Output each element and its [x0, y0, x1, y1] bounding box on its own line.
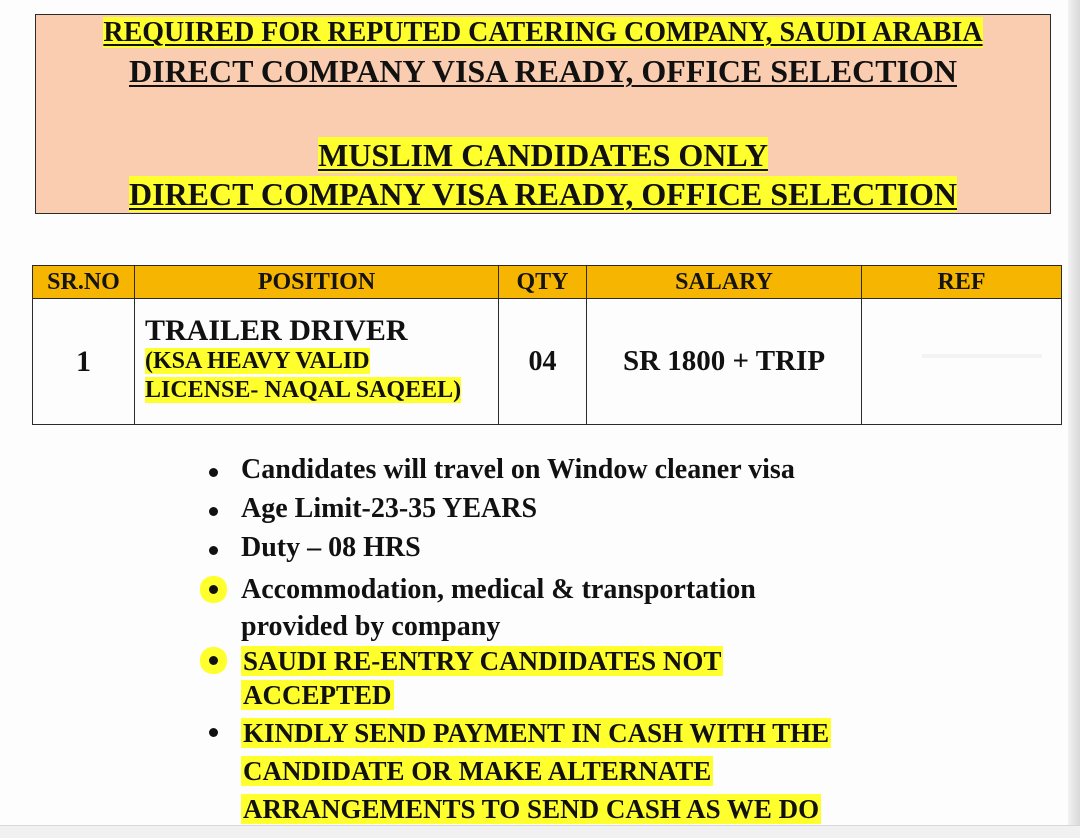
- bullet-dot-icon: [209, 728, 218, 737]
- cell-sr-no: 1: [33, 299, 135, 425]
- header-line-4-text: DIRECT COMPANY VISA READY, OFFICE SELECTION: [129, 176, 957, 212]
- cell-position: [135, 299, 499, 425]
- list-item-text: Candidates will travel on Window cleaner visa: [241, 454, 795, 485]
- list-item-text-line-1: Accommodation, medical & transportation: [241, 574, 756, 605]
- list-item: [205, 571, 756, 645]
- table-header-row: [33, 266, 1062, 299]
- list-item-text-line-1: SAUDI RE-ENTRY CANDIDATES NOT: [243, 646, 722, 676]
- header-line-3: [36, 139, 1050, 171]
- cell-qty: 04: [499, 299, 587, 425]
- col-header-sr-no: SR.NO: [33, 266, 135, 299]
- list-item: [205, 644, 723, 712]
- redacted-mark: [922, 354, 1042, 358]
- list-item-text-line-3: ARRANGEMENTS TO SEND CASH AS WE DO: [243, 794, 820, 824]
- position-note-line-2: LICENSE- NAQAL SAQEEL): [145, 377, 462, 403]
- header-line-1-text: REQUIRED FOR REPUTED CATERING COMPANY, SAUDI ARABIA: [103, 17, 983, 48]
- header-line-1: [36, 19, 1050, 47]
- list-item-text-line-2: ACCEPTED: [243, 680, 392, 710]
- list-item: [205, 454, 795, 486]
- col-header-qty: QTY: [499, 266, 587, 299]
- page-edge-bottom: [0, 825, 1080, 838]
- bullet-dot-icon: [209, 546, 218, 555]
- bullet-dot-icon: [209, 656, 218, 665]
- list-item-text-line-2: CANDIDATE OR MAKE ALTERNATE: [243, 756, 712, 786]
- list-item: [205, 532, 421, 564]
- header-line-2-text: DIRECT COMPANY VISA READY, OFFICE SELECTION: [129, 53, 957, 89]
- position-note-line-1: (KSA HEAVY VALID: [145, 348, 370, 375]
- cell-salary: SR 1800 + TRIP: [587, 299, 862, 425]
- bullet-dot-icon: [209, 585, 218, 594]
- table-row: [33, 299, 1062, 425]
- list-item-text-line-1: KINDLY SEND PAYMENT IN CASH WITH THE: [243, 718, 830, 748]
- col-header-position: POSITION: [135, 266, 499, 299]
- job-table: [32, 265, 1062, 425]
- header-box: [35, 14, 1051, 214]
- header-line-4: [36, 178, 1050, 210]
- bullet-dot-icon: [209, 507, 218, 516]
- list-item-text: Age Limit-23-35 YEARS: [241, 493, 538, 524]
- list-item: [205, 714, 831, 828]
- bullet-dot-icon: [209, 468, 218, 477]
- page-edge-right: [1068, 0, 1080, 838]
- list-item-text-line-2: provided by company: [241, 611, 501, 642]
- position-title: TRAILER DRIVER: [145, 314, 408, 348]
- list-item: [205, 493, 537, 525]
- header-line-3-text: MUSLIM CANDIDATES ONLY: [318, 137, 768, 173]
- col-header-ref: REF: [862, 266, 1062, 299]
- header-line-2: [36, 55, 1050, 87]
- cell-ref: [862, 299, 1062, 425]
- col-header-salary: SALARY: [587, 266, 862, 299]
- list-item-text: Duty – 08 HRS: [241, 532, 421, 563]
